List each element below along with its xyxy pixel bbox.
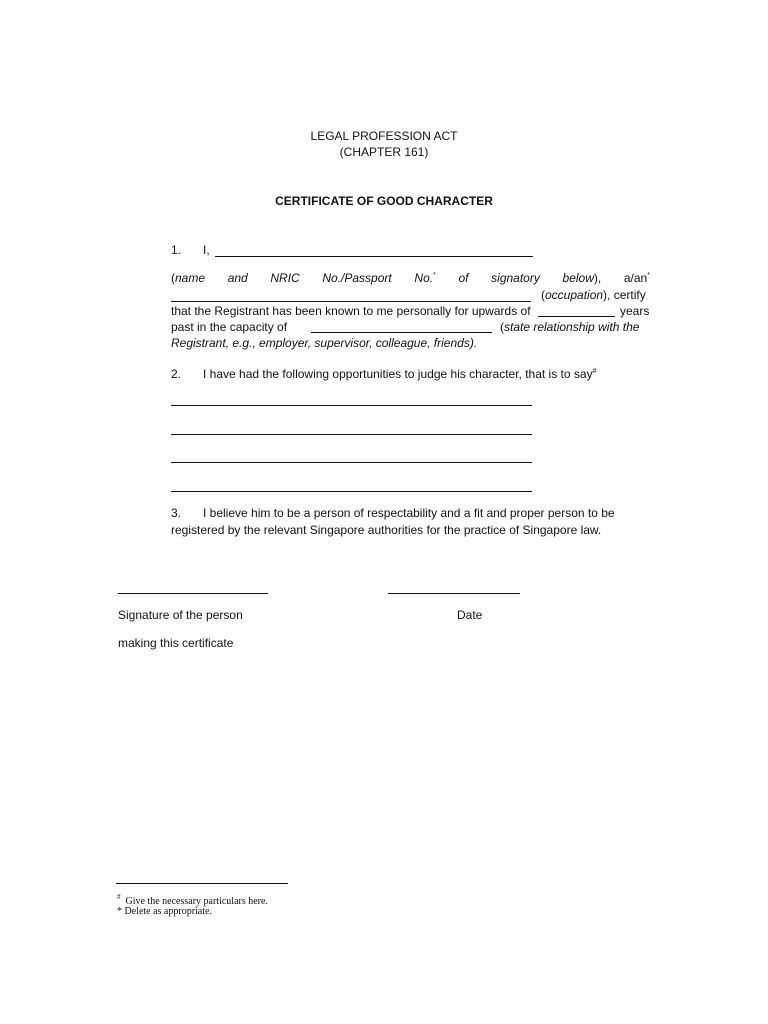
opportunity-line[interactable] (171, 491, 532, 492)
occupation-blank[interactable] (171, 301, 531, 302)
years-blank[interactable] (538, 316, 615, 317)
para3-number: 3. (171, 506, 182, 520)
para1-occupation-text: (occupation), certify (541, 288, 646, 302)
years-label: years (620, 304, 650, 318)
signatory-name-blank[interactable] (215, 256, 533, 257)
footnote-1: # Give the necessary particulars here. (117, 893, 268, 907)
date-line[interactable] (388, 593, 520, 594)
para1-line4: past in the capacity of (171, 320, 288, 334)
para1-line2: (name and NRIC No./Passport No.* of signatory below), a/an* (171, 271, 650, 285)
para1-line5: Registrant, e.g., employer, supervisor, colleague, friends). (171, 336, 478, 350)
para1-lead: I, (203, 243, 210, 257)
para3-line2: registered by the relevant Singapore authorities for the practice of Singapore law. (171, 523, 602, 537)
capacity-blank[interactable] (311, 332, 492, 333)
signature-label-cont: making this certificate (118, 636, 234, 650)
footnote-2: * Delete as appropriate. (117, 906, 212, 917)
opportunity-line[interactable] (171, 405, 532, 406)
para2-text: I have had the following opportunities to judge his character, that is to say# (203, 367, 597, 381)
signature-label: Signature of the person (118, 608, 243, 622)
state-relationship: (state relationship with the (500, 320, 640, 334)
certificate-title: CERTIFICATE OF GOOD CHARACTER (275, 194, 493, 208)
para1-line3: that the Registrant has been known to me personally for upwards of (171, 304, 531, 318)
signature-line[interactable] (118, 593, 268, 594)
para3-line1: I believe him to be a person of respectability and a fit and proper person to be (203, 506, 615, 520)
opportunity-line[interactable] (171, 434, 532, 435)
act-title: LEGAL PROFESSION ACT (310, 129, 458, 143)
chapter-number: (CHAPTER 161) (339, 145, 429, 159)
date-label: Date (457, 608, 483, 622)
footnote-divider (116, 883, 288, 884)
para1-number: 1. (171, 243, 182, 257)
opportunity-line[interactable] (171, 462, 532, 463)
para2-number: 2. (171, 367, 182, 381)
